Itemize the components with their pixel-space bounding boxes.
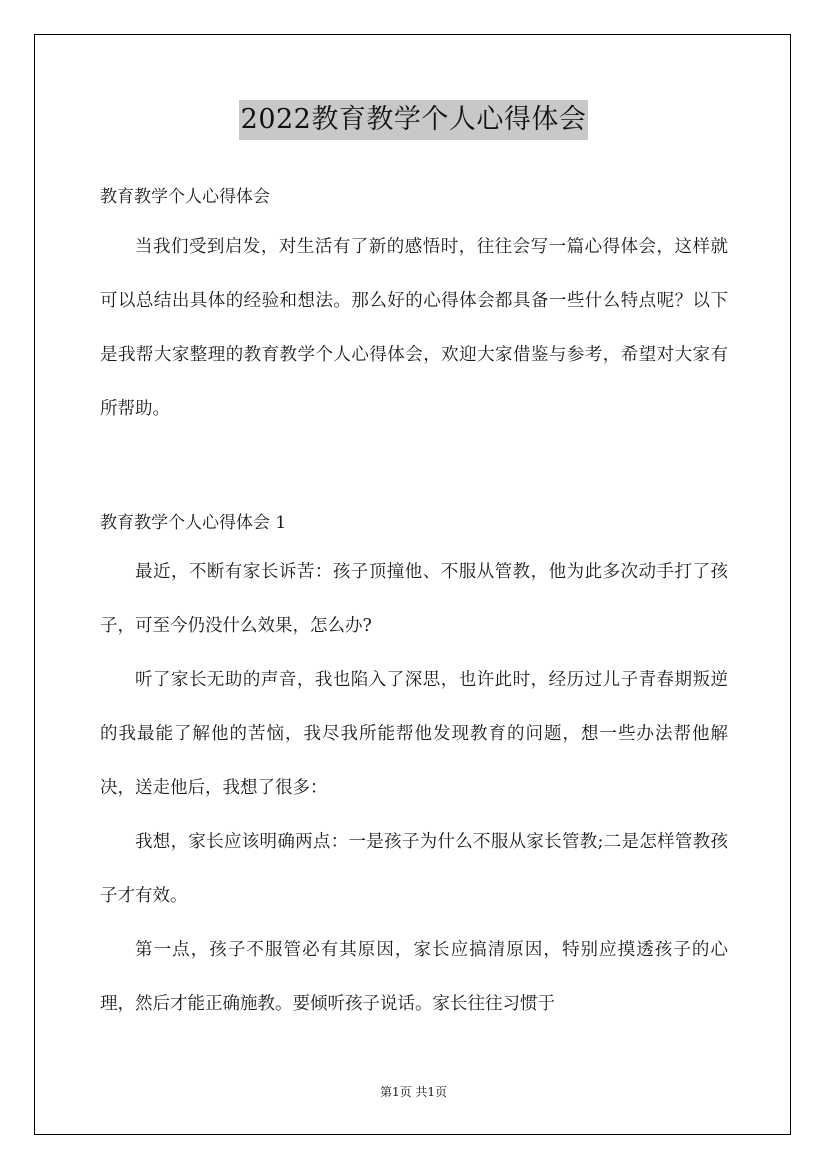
body-paragraph-3: 我想，家长应该明确两点：一是孩子为什么不服从家长管教;二是怎样管教孩子才有效。 — [100, 832, 728, 906]
page-footer: 第1页 共1页 — [379, 1085, 448, 1099]
section-heading: 教育教学个人心得体会 1 — [100, 513, 287, 533]
document-subtitle: 教育教学个人心得体会 — [100, 187, 270, 207]
body-paragraph-1: 最近，不断有家长诉苦：孩子顶撞他、不服从管教，他为此多次动手打了孩子，可至今仍没什么效果，怎么办? — [100, 562, 728, 636]
body-paragraph-2: 听了家长无助的声音，我也陷入了深思，也许此时，经历过儿子青春期叛逆的我最能了解他的苦恼，我尽我所能帮他发现教育的问题，想一些办法帮他解决，送走他后，我想了很多： — [100, 670, 728, 798]
title-container — [0, 100, 827, 140]
body-paragraph-4: 第一点，孩子不服管必有其原因，家长应搞清原因，特别应摸透孩子的心理，然后才能正确施教。要倾听孩子说话。家长往往习惯于 — [100, 940, 728, 1014]
document-title: 2022教育教学个人心得体会 — [239, 100, 589, 140]
intro-paragraph: 当我们受到启发，对生活有了新的感悟时，往往会写一篇心得体会，这样就可以总结出具体的经验和想法。那么好的心得体会都具备一些什么特点呢？以下是我帮大家整理的教育教学个人心得体会，欢迎大家借鉴与参考，希望对大家有所帮助。 — [100, 237, 728, 419]
